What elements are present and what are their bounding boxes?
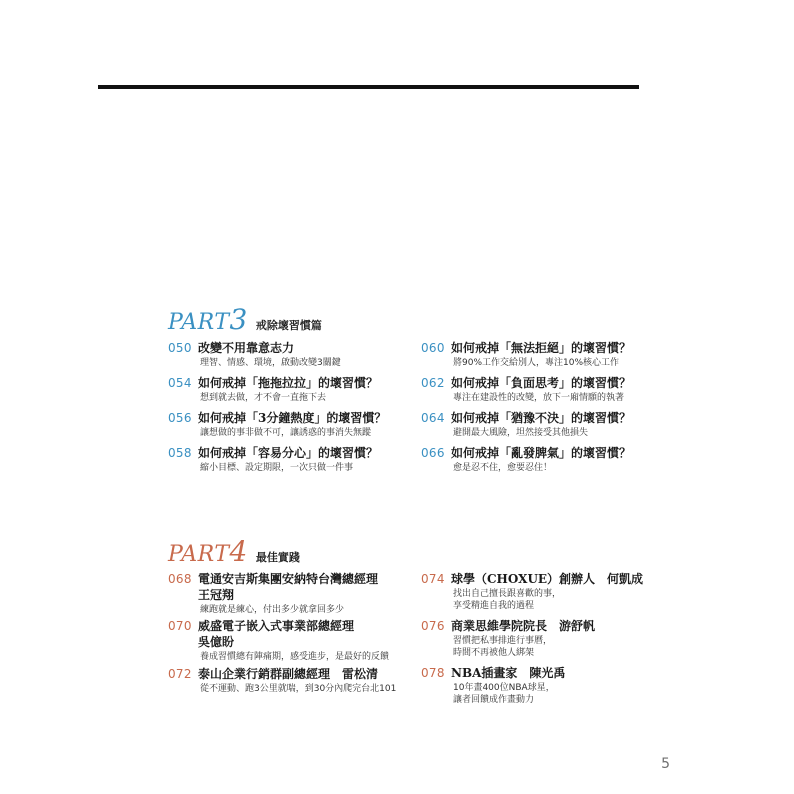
part3-label-number: 3	[229, 303, 248, 336]
toc-subtitle: 找出自己擅長跟喜歡的事， 享受精進自我的過程	[453, 589, 562, 611]
toc-subtitle: 將90%工作交給別人，專注10%核心工作	[453, 358, 620, 368]
part4-label-text: PART	[168, 542, 230, 567]
toc-subtitle: 縮小目標、設定期限，一次只做一件事	[200, 463, 354, 473]
toc-entry[interactable]	[168, 410, 418, 445]
toc-title: 如何戒掉「無法拒絕」的壞習慣？	[451, 341, 632, 355]
top-rule	[98, 85, 639, 89]
toc-subtitle: 習慣把私事排進行事曆， 時間不再被他人綁架	[453, 636, 553, 658]
toc-entry[interactable]	[168, 666, 418, 701]
toc-subtitle: 愈是忍不住，愈要忍住！	[453, 463, 553, 473]
toc-entry[interactable]	[421, 375, 661, 410]
toc-title: 如何戒掉「拖拖拉拉」的壞習慣？	[198, 376, 379, 390]
toc-title: 球學（CHOXUE）創辦人 何凱成	[451, 572, 644, 586]
toc-entry[interactable]	[168, 340, 418, 375]
toc-subtitle: 從不運動、跑3公里就喘，到30分內爬完台北101	[200, 684, 397, 694]
toc-page-number: 060	[421, 341, 445, 355]
part4-heading	[168, 535, 300, 568]
part4-subtitle: 最佳實踐	[255, 551, 300, 564]
part3-label	[168, 303, 248, 336]
toc-page-number: 072	[168, 667, 192, 681]
toc-page-number: 076	[421, 619, 445, 633]
toc-entry[interactable]	[168, 571, 418, 618]
toc-page-number: 070	[168, 619, 192, 633]
toc-page-number: 068	[168, 572, 192, 586]
toc-entry[interactable]	[168, 618, 418, 666]
toc-title: 如何戒掉「猶豫不決」的壞習慣？	[451, 411, 632, 425]
part3-label-text: PART	[168, 310, 230, 335]
part4-label	[168, 535, 248, 568]
toc-entry[interactable]	[168, 445, 418, 480]
toc-entry[interactable]	[421, 340, 661, 375]
toc-entry[interactable]	[421, 410, 661, 445]
toc-title: 如何戒掉「亂發脾氣」的壞習慣？	[451, 446, 632, 460]
toc-page-number: 074	[421, 572, 445, 586]
toc-title: 如何戒掉「負面思考」的壞習慣？	[451, 376, 632, 390]
toc-subtitle: 養成習慣總有陣痛期，感受進步，是最好的反饋	[200, 652, 390, 662]
toc-title: 電通安吉斯集團安納特台灣總經理 王冠翔	[198, 572, 379, 602]
part3-subtitle: 戒除壞習慣篇	[255, 319, 322, 332]
part3-right-column	[421, 340, 661, 480]
part4-left-column	[168, 571, 418, 701]
part3-heading	[168, 303, 322, 336]
toc-title: 如何戒掉「3分鐘熱度」的壞習慣？	[198, 411, 387, 425]
toc-page-number: 054	[168, 376, 192, 390]
page-number: 5	[661, 756, 670, 772]
toc-page-number: 078	[421, 666, 445, 680]
toc-page-number: 066	[421, 446, 445, 460]
toc-subtitle: 想到就去做，才不會一直拖下去	[200, 393, 327, 403]
toc-entry[interactable]	[421, 571, 661, 618]
toc-entry[interactable]	[421, 665, 661, 712]
part4-right-column	[421, 571, 661, 712]
toc-title: 如何戒掉「容易分心」的壞習慣？	[198, 446, 379, 460]
toc-title: NBA插畫家 陳光禹	[451, 666, 566, 680]
toc-entry[interactable]	[168, 375, 418, 410]
toc-subtitle: 練跑就是練心，付出多少就拿回多少	[200, 605, 345, 615]
toc-title: 改變不用靠意志力	[198, 341, 295, 355]
toc-subtitle: 10年畫400位NBA球星， 讓者回饋成作畫動力	[453, 683, 555, 705]
toc-title: 威盛電子嵌入式事業部總經理 吳億盼	[198, 619, 355, 649]
toc-page-number: 064	[421, 411, 445, 425]
toc-subtitle: 讓想做的事非做不可，讓誘惑的事消失無蹤	[200, 428, 372, 438]
toc-entry[interactable]	[421, 445, 661, 480]
toc-page-number: 062	[421, 376, 445, 390]
toc-title: 泰山企業行銷群副總經理 雷松清	[198, 667, 379, 681]
toc-subtitle: 理智、情感、環境，啟動改變3關鍵	[200, 358, 341, 368]
toc-subtitle: 專注在建設性的改變，放下一廂情願的執著	[453, 393, 625, 403]
part4-label-number: 4	[229, 535, 248, 568]
toc-page-number: 058	[168, 446, 192, 460]
part3-left-column	[168, 340, 418, 480]
toc-title: 商業思維學院院長 游舒帆	[451, 619, 596, 633]
toc-entry[interactable]	[421, 618, 661, 665]
toc-subtitle: 避開最大風險，坦然接受其他損失	[453, 428, 589, 438]
toc-page-number: 056	[168, 411, 192, 425]
toc-page-number: 050	[168, 341, 192, 355]
